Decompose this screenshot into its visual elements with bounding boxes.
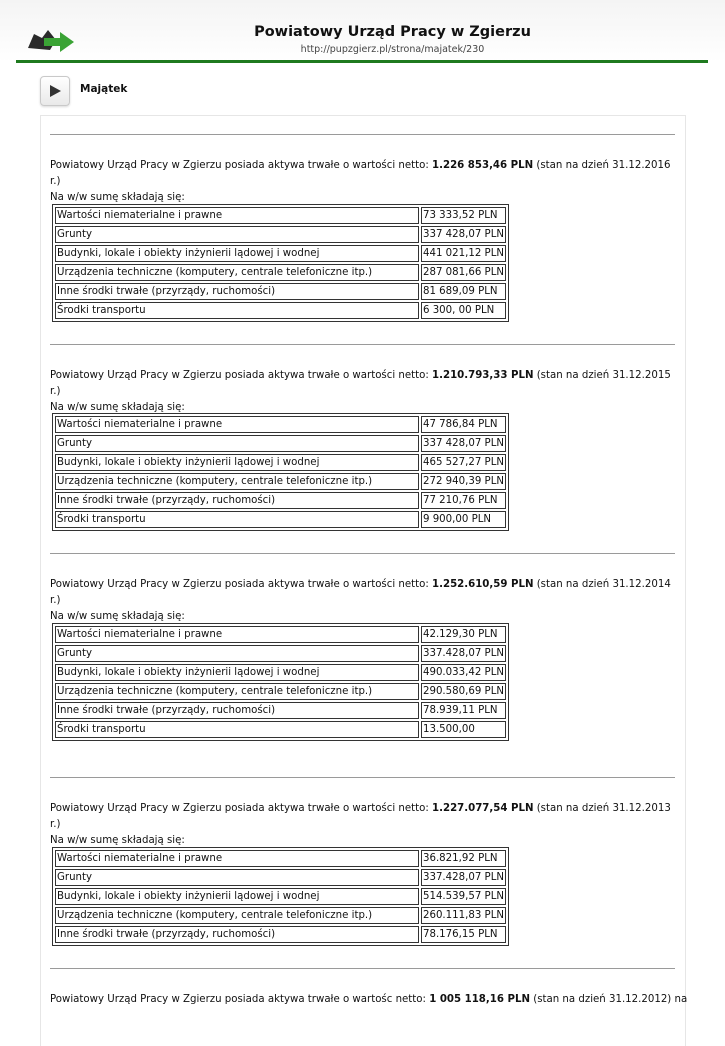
asset-value: 9 900,00 PLN: [421, 511, 506, 528]
table-row: [55, 302, 506, 319]
summary-amount: 1.210.793,33 PLN: [432, 370, 534, 381]
table-row: [55, 645, 506, 662]
asset-label: Budynki, lokale i obiekty inżynierii lądowej i wodnej: [55, 888, 419, 905]
asset-label: Urządzenia techniczne (komputery, centrale telefoniczne itp.): [55, 907, 419, 924]
asset-table: [52, 204, 509, 322]
table-row: [55, 869, 506, 886]
summary-date: (stan na dzień 31.12.2012) na: [529, 994, 688, 1005]
table-row: [55, 245, 506, 262]
asset-value: 78.939,11 PLN: [421, 702, 506, 719]
asset-label: Wartości niematerialne i prawne: [55, 626, 419, 643]
asset-label: Budynki, lokale i obiekty inżynierii lądowej i wodnej: [55, 664, 419, 681]
summary-amount: 1.226 853,46 PLN: [432, 160, 534, 171]
table-row: [55, 283, 506, 300]
asset-label: Inne środki trwałe (przyrządy, ruchomości): [55, 702, 419, 719]
asset-value: 337 428,07 PLN: [421, 226, 506, 243]
table-row: [55, 626, 506, 643]
asset-value: 13.500,00: [421, 721, 506, 738]
summary-date: (stan na dzień 31.12.2013 r.): [50, 803, 671, 830]
summary-intro: Powiatowy Urząd Pracy w Zgierzu posiada aktywa trwałe o wartości netto:: [50, 803, 433, 814]
asset-value: 337.428,07 PLN: [421, 869, 506, 886]
table-row: [55, 492, 506, 509]
asset-label: Budynki, lokale i obiekty inżynierii lądowej i wodnej: [55, 245, 419, 262]
table-row: [55, 664, 506, 681]
asset-value: 78.176,15 PLN: [421, 926, 506, 943]
site-header: [0, 0, 725, 62]
summary-amount: 1.252.610,59 PLN: [432, 579, 534, 590]
asset-value: 490.033,42 PLN: [421, 664, 506, 681]
table-row: [55, 264, 506, 281]
asset-label: Wartości niematerialne i prawne: [55, 416, 419, 433]
asset-value: 465 527,27 PLN: [421, 454, 506, 471]
asset-value: 47 786,84 PLN: [421, 416, 506, 433]
table-row: [55, 907, 506, 924]
page-title: Majątek: [80, 83, 128, 95]
asset-label: Grunty: [55, 226, 419, 243]
summary-components-label: Na w/w sumę składają się:: [50, 835, 185, 846]
asset-value: 337.428,07 PLN: [421, 645, 506, 662]
summary-amount: 1.227.077,54 PLN: [432, 803, 534, 814]
asset-value: 73 333,52 PLN: [421, 207, 506, 224]
asset-summary: [50, 801, 680, 849]
site-title: Powiatowy Urząd Pracy w Zgierzu: [254, 24, 531, 40]
summary-date: (stan na dzień 31.12.2014 r.): [50, 579, 671, 606]
section-arrow-button[interactable]: [40, 76, 70, 106]
summary-date: (stan na dzień 31.12.2016 r.): [50, 160, 671, 187]
asset-label: Inne środki trwałe (przyrządy, ruchomości): [55, 283, 419, 300]
divider: [50, 553, 675, 554]
asset-label: Budynki, lokale i obiekty inżynierii lądowej i wodnej: [55, 454, 419, 471]
asset-value: 441 021,12 PLN: [421, 245, 506, 262]
site-url[interactable]: http://pupzgierz.pl/strona/majatek/230: [300, 44, 485, 55]
divider: [50, 777, 675, 778]
asset-label: Środki transportu: [55, 511, 419, 528]
table-row: [55, 683, 506, 700]
summary-components-label: Na w/w sumę składają się:: [50, 611, 185, 622]
asset-value: 42.129,30 PLN: [421, 626, 506, 643]
summary-intro: Powiatowy Urząd Pracy w Zgierzu posiada aktywa trwałe o wartości netto:: [50, 370, 433, 381]
table-row: [55, 226, 506, 243]
asset-label: Wartości niematerialne i prawne: [55, 850, 419, 867]
table-row: [55, 454, 506, 471]
divider: [50, 344, 675, 345]
summary-intro: Powiatowy Urząd Pracy w Zgierzu posiada aktywa trwałe o wartości netto:: [50, 160, 433, 171]
table-row: [55, 702, 506, 719]
table-row: [55, 926, 506, 943]
asset-label: Grunty: [55, 645, 419, 662]
table-row: [55, 850, 506, 867]
table-row: [55, 416, 506, 433]
table-row: [55, 207, 506, 224]
summary-components-label: Na w/w sumę składają się:: [50, 402, 185, 413]
table-row: [55, 721, 506, 738]
asset-summary: [50, 577, 680, 625]
asset-value: 77 210,76 PLN: [421, 492, 506, 509]
asset-value: 272 940,39 PLN: [421, 473, 506, 490]
asset-label: Środki transportu: [55, 721, 419, 738]
asset-table: [52, 413, 509, 531]
asset-value: 514.539,57 PLN: [421, 888, 506, 905]
asset-value: 337 428,07 PLN: [421, 435, 506, 452]
asset-label: Środki transportu: [55, 302, 419, 319]
asset-summary: [50, 368, 680, 416]
divider: [50, 968, 675, 969]
asset-value: 6 300, 00 PLN: [421, 302, 506, 319]
asset-value: 36.821,92 PLN: [421, 850, 506, 867]
table-row: [55, 888, 506, 905]
asset-value: 81 689,09 PLN: [421, 283, 506, 300]
asset-label: Grunty: [55, 435, 419, 452]
asset-table: [52, 623, 509, 741]
summary-components-label: Na w/w sumę składają się:: [50, 192, 185, 203]
asset-label: Inne środki trwałe (przyrządy, ruchomości): [55, 926, 419, 943]
asset-value: 260.111,83 PLN: [421, 907, 506, 924]
asset-value: 290.580,69 PLN: [421, 683, 506, 700]
summary-intro: Powiatowy Urząd Pracy w Zgierzu posiada aktywa trwałe o wartośc netto:: [50, 994, 430, 1005]
asset-summary: [50, 992, 688, 1008]
asset-value: 287 081,66 PLN: [421, 264, 506, 281]
summary-amount: 1 005 118,16 PLN: [429, 994, 530, 1005]
summary-intro: Powiatowy Urząd Pracy w Zgierzu posiada aktywa trwałe o wartości netto:: [50, 579, 433, 590]
asset-table: [52, 847, 509, 946]
play-arrow-icon: [50, 85, 61, 97]
summary-date: (stan na dzień 31.12.2015 r.): [50, 370, 671, 397]
asset-summary: [50, 158, 680, 206]
content-panel: [40, 115, 686, 1046]
divider: [50, 134, 675, 135]
asset-label: Wartości niematerialne i prawne: [55, 207, 419, 224]
asset-label: Urządzenia techniczne (komputery, centrale telefoniczne itp.): [55, 264, 419, 281]
table-row: [55, 473, 506, 490]
header-divider: [16, 60, 708, 63]
asset-label: Inne środki trwałe (przyrządy, ruchomości): [55, 492, 419, 509]
asset-label: Urządzenia techniczne (komputery, centrale telefoniczne itp.): [55, 683, 419, 700]
table-row: [55, 435, 506, 452]
asset-label: Grunty: [55, 869, 419, 886]
asset-label: Urządzenia techniczne (komputery, centrale telefoniczne itp.): [55, 473, 419, 490]
table-row: [55, 511, 506, 528]
